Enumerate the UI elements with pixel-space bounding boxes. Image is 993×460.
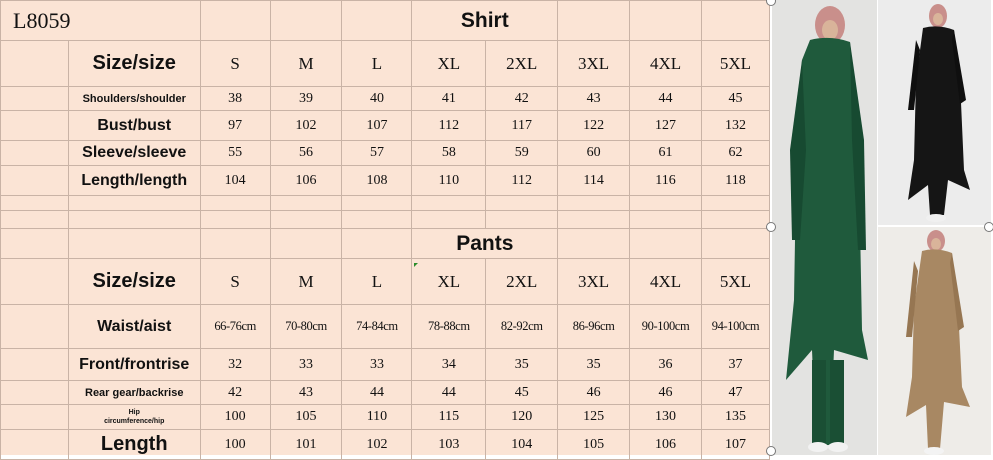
shirt-size-s: S (200, 41, 270, 87)
shirt-value-cell: 56 (270, 141, 342, 166)
shirt-value-cell: 102 (270, 111, 342, 141)
empty-cell (701, 196, 769, 211)
pants-value-cell: 74-84cm (342, 305, 412, 349)
pants-value-cell: 120 (486, 405, 558, 430)
pants-value-cell: 36 (630, 349, 702, 381)
shirt-value-cell: 42 (486, 87, 558, 111)
pants-row-label: Front/frontrise (68, 349, 200, 381)
empty-cell (412, 211, 486, 229)
empty-cell (630, 1, 702, 41)
photo-black-outfit (878, 0, 991, 225)
pants-value-cell: 90-100cm (630, 305, 702, 349)
empty-cell (630, 196, 702, 211)
pants-value-cell: 100 (200, 430, 270, 460)
pants-row-label: Length (68, 430, 200, 460)
pants-size-5xl: 5XL (701, 259, 769, 305)
shirt-value-cell: 108 (342, 166, 412, 196)
pants-value-cell: 102 (342, 430, 412, 460)
pants-value-cell: 43 (270, 381, 342, 405)
shirt-row-label: Shoulders/shoulder (68, 87, 200, 111)
empty-cell (342, 211, 412, 229)
pants-size-m: M (270, 259, 342, 305)
shirt-size-l: L (342, 41, 412, 87)
pants-value-cell: 110 (342, 405, 412, 430)
empty-cell (200, 211, 270, 229)
empty-cell (200, 1, 270, 41)
empty-cell (701, 229, 769, 259)
empty-cell (1, 405, 69, 430)
shirt-value-cell: 127 (630, 111, 702, 141)
shirt-value-cell: 106 (270, 166, 342, 196)
shirt-value-cell: 116 (630, 166, 702, 196)
shirt-size-4xl: 4XL (630, 41, 702, 87)
pants-value-cell: 135 (701, 405, 769, 430)
shirt-row-label: Sleeve/sleeve (68, 141, 200, 166)
empty-cell (1, 305, 69, 349)
pants-value-cell: 33 (342, 349, 412, 381)
pants-value-cell: 115 (412, 405, 486, 430)
pants-value-cell: 86-96cm (558, 305, 630, 349)
empty-cell (1, 196, 69, 211)
pants-value-cell: 94-100cm (701, 305, 769, 349)
shirt-value-cell: 44 (630, 87, 702, 111)
pants-size-s: S (200, 259, 270, 305)
shirt-value-cell: 38 (200, 87, 270, 111)
pants-value-cell: 46 (630, 381, 702, 405)
empty-cell (1, 41, 69, 87)
empty-cell (412, 196, 486, 211)
product-code: L8059 (1, 1, 201, 41)
shirt-value-cell: 41 (412, 87, 486, 111)
pants-size-4xl: 4XL (630, 259, 702, 305)
photo-khaki-outfit (878, 227, 991, 455)
product-photos (770, 0, 993, 455)
shirt-row-label: Bust/bust (68, 111, 200, 141)
shirt-value-cell: 55 (200, 141, 270, 166)
empty-cell (270, 229, 342, 259)
shirt-value-cell: 43 (558, 87, 630, 111)
empty-cell (342, 229, 412, 259)
pants-row-label: Waist/aist (68, 305, 200, 349)
empty-cell (1, 87, 69, 111)
empty-cell (486, 196, 558, 211)
pants-row-label (68, 405, 200, 430)
photo-green-outfit (772, 0, 877, 455)
empty-cell (1, 259, 69, 305)
cell-corner-marker (414, 263, 418, 267)
empty-cell (68, 196, 200, 211)
empty-cell (1, 166, 69, 196)
shirt-value-cell: 112 (486, 166, 558, 196)
empty-cell (558, 196, 630, 211)
shirt-value-cell: 118 (701, 166, 769, 196)
shirt-value-cell: 110 (412, 166, 486, 196)
shirt-size-header-label: Size/size (68, 41, 200, 87)
model-green-outfit-icon (772, 0, 877, 455)
shirt-row-label: Length/length (68, 166, 200, 196)
shirt-size-m: M (270, 41, 342, 87)
shirt-size-5xl: 5XL (701, 41, 769, 87)
pants-value-cell: 105 (270, 405, 342, 430)
pants-value-cell: 42 (200, 381, 270, 405)
empty-cell (486, 211, 558, 229)
pants-value-cell: 82-92cm (486, 305, 558, 349)
empty-cell (68, 211, 200, 229)
shirt-value-cell: 58 (412, 141, 486, 166)
pants-hip-label-line2: circumference/hip (104, 418, 165, 425)
pants-value-cell: 100 (200, 405, 270, 430)
pants-value-cell: 34 (412, 349, 486, 381)
pants-size-l: L (342, 259, 412, 305)
pants-value-cell: 35 (486, 349, 558, 381)
shirt-value-cell: 107 (342, 111, 412, 141)
pants-value-cell: 107 (701, 430, 769, 460)
pants-value-cell: 104 (486, 430, 558, 460)
pants-value-cell: 101 (270, 430, 342, 460)
selection-handle-mid-left[interactable] (766, 222, 776, 232)
pants-hip-label-line1: Hip (128, 409, 140, 416)
empty-cell (270, 1, 342, 41)
pants-value-cell: 35 (558, 349, 630, 381)
empty-cell (701, 1, 769, 41)
pants-value-cell: 32 (200, 349, 270, 381)
shirt-title: Shirt (412, 1, 558, 41)
pants-value-cell: 125 (558, 405, 630, 430)
empty-cell (1, 141, 69, 166)
shirt-value-cell: 39 (270, 87, 342, 111)
pants-size-xl: XL (412, 259, 486, 305)
shirt-value-cell: 117 (486, 111, 558, 141)
pants-value-cell: 46 (558, 381, 630, 405)
pants-size-header-label: Size/size (68, 259, 200, 305)
empty-cell (1, 381, 69, 405)
shirt-value-cell: 61 (630, 141, 702, 166)
pants-row-label: Rear gear/backrise (68, 381, 200, 405)
shirt-size-2xl: 2XL (486, 41, 558, 87)
empty-cell (558, 229, 630, 259)
shirt-value-cell: 62 (701, 141, 769, 166)
pants-value-cell: 70-80cm (270, 305, 342, 349)
shirt-value-cell: 122 (558, 111, 630, 141)
pants-value-cell: 130 (630, 405, 702, 430)
pants-value-cell: 105 (558, 430, 630, 460)
empty-cell (558, 1, 630, 41)
empty-cell (342, 1, 412, 41)
model-black-outfit-icon (878, 0, 991, 225)
pants-value-cell: 106 (630, 430, 702, 460)
empty-cell (1, 211, 69, 229)
shirt-size-xl: XL (412, 41, 486, 87)
shirt-value-cell: 45 (701, 87, 769, 111)
empty-cell (630, 229, 702, 259)
empty-cell (1, 111, 69, 141)
empty-cell (68, 229, 200, 259)
pants-title: Pants (412, 229, 558, 259)
pants-value-cell: 103 (412, 430, 486, 460)
pants-value-cell: 37 (701, 349, 769, 381)
empty-cell (1, 430, 69, 460)
empty-cell (1, 229, 69, 259)
empty-cell (342, 196, 412, 211)
pants-size-2xl: 2XL (486, 259, 558, 305)
empty-cell (200, 229, 270, 259)
shirt-value-cell: 114 (558, 166, 630, 196)
shirt-value-cell: 132 (701, 111, 769, 141)
pants-value-cell: 45 (486, 381, 558, 405)
shirt-value-cell: 60 (558, 141, 630, 166)
pants-value-cell: 66-76cm (200, 305, 270, 349)
shirt-value-cell: 112 (412, 111, 486, 141)
shirt-value-cell: 104 (200, 166, 270, 196)
pants-value-cell: 47 (701, 381, 769, 405)
empty-cell (200, 196, 270, 211)
empty-cell (270, 196, 342, 211)
empty-cell (1, 349, 69, 381)
shirt-value-cell: 40 (342, 87, 412, 111)
empty-cell (270, 211, 342, 229)
model-khaki-outfit-icon (878, 227, 991, 455)
empty-cell (558, 211, 630, 229)
pants-value-cell: 44 (412, 381, 486, 405)
shirt-value-cell: 57 (342, 141, 412, 166)
pants-value-cell: 33 (270, 349, 342, 381)
empty-cell (630, 211, 702, 229)
pants-size-3xl: 3XL (558, 259, 630, 305)
shirt-value-cell: 97 (200, 111, 270, 141)
pants-value-cell: 78-88cm (412, 305, 486, 349)
pants-value-cell: 44 (342, 381, 412, 405)
selection-handle-mid-right[interactable] (984, 222, 993, 232)
shirt-size-3xl: 3XL (558, 41, 630, 87)
shirt-value-cell: 59 (486, 141, 558, 166)
empty-cell (701, 211, 769, 229)
